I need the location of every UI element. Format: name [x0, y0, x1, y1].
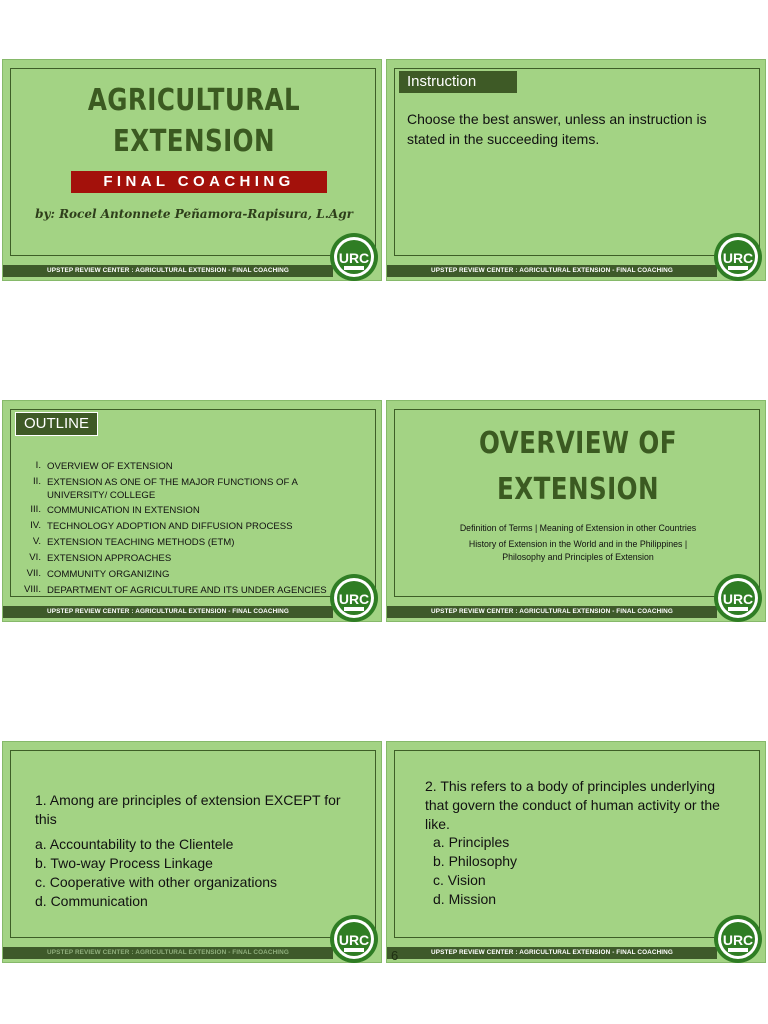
outline-item: VI. EXTENSION APPROACHES — [29, 552, 172, 564]
svg-text:URC: URC — [338, 932, 370, 948]
overview-topics-line3: Philosophy and Principles of Extension — [502, 552, 654, 562]
slide-6-question-2 — [386, 741, 766, 963]
answer-option: d. Communication — [35, 893, 148, 909]
answer-option: a. Principles — [433, 834, 510, 850]
slide-frame — [394, 68, 760, 256]
outline-item: VIII. DEPARTMENT OF AGRICULTURE AND ITS UNDER AGENCIES — [23, 584, 327, 596]
urc-seal-icon — [713, 573, 763, 623]
slide-title-line2: EXTENSION — [496, 472, 660, 507]
slide-frame — [394, 750, 760, 938]
slide-5-question-1 — [2, 741, 382, 963]
slide-footer: UPSTEP REVIEW CENTER : AGRICULTURAL EXTENSION - FINAL COACHING — [3, 947, 333, 959]
svg-text:URC: URC — [338, 591, 370, 607]
slide-footer: UPSTEP REVIEW CENTER : AGRICULTURAL EXTENSION - FINAL COACHING — [3, 265, 333, 277]
answer-option: b. Philosophy — [433, 853, 518, 869]
outline-tag: OUTLINE — [15, 412, 98, 436]
urc-seal-icon — [329, 914, 379, 964]
answer-option: a. Accountability to the Clientele — [35, 836, 234, 852]
subtitle-banner: FINAL COACHING — [71, 171, 327, 193]
question-text: 2. This refers to a body of principles underlying that govern the conduct of human activity or the like. — [425, 778, 720, 832]
urc-seal-icon — [713, 914, 763, 964]
svg-text:URC: URC — [338, 250, 370, 266]
svg-text:URC: URC — [722, 250, 754, 266]
slide-frame — [10, 68, 376, 256]
slide-title-line2: EXTENSION — [112, 124, 276, 159]
answer-option: b. Two-way Process Linkage — [35, 855, 213, 871]
slide-footer: UPSTEP REVIEW CENTER : AGRICULTURAL EXTENSION - FINAL COACHING — [387, 947, 717, 959]
question-text: 1. Among are principles of extension EXCEPT for this — [35, 792, 341, 827]
slide-footer: UPSTEP REVIEW CENTER : AGRICULTURAL EXTENSION - FINAL COACHING — [387, 265, 717, 277]
slide-4-overview — [386, 400, 766, 622]
slide-frame — [394, 409, 760, 597]
overview-topics-line2: History of Extension in the World and in the Philippines | — [468, 539, 688, 549]
page-number: 6 — [391, 948, 399, 963]
answer-option: c. Vision — [433, 872, 486, 888]
instruction-text: Choose the best answer, unless an instruction is stated in the succeeding items. — [407, 111, 707, 147]
slide-3-outline — [2, 400, 382, 622]
urc-seal-icon — [329, 232, 379, 282]
instruction-tag: Instruction — [399, 71, 517, 93]
outline-item: IV. TECHNOLOGY ADOPTION AND DIFFUSION PROCESS — [30, 520, 293, 532]
answer-option: c. Cooperative with other organizations — [35, 874, 278, 890]
outline-item: I. OVERVIEW OF EXTENSION — [35, 460, 173, 472]
slide-footer: UPSTEP REVIEW CENTER : AGRICULTURAL EXTENSION - FINAL COACHING — [3, 606, 333, 618]
answer-option: d. Mission — [433, 891, 497, 907]
slide-frame — [10, 750, 376, 938]
slide-title-line1: OVERVIEW OF — [479, 426, 677, 461]
overview-topics-line1: Definition of Terms | Meaning of Extension in other Countries — [459, 523, 697, 533]
urc-seal-icon — [713, 232, 763, 282]
urc-seal-icon — [329, 573, 379, 623]
outline-item: V. EXTENSION TEACHING METHODS (ETM) — [32, 536, 235, 548]
slide-2-instruction — [386, 59, 766, 281]
slide-title-line1: AGRICULTURAL — [87, 83, 301, 118]
svg-text:URC: URC — [722, 591, 754, 607]
outline-item: VII. COMMUNITY ORGANIZING — [26, 568, 170, 580]
outline-item: II. EXTENSION AS ONE OF THE MAJOR FUNCTIONS OF A UNIVERSITY/ COLLEGE — [33, 476, 298, 501]
outline-list — [13, 458, 337, 598]
svg-text:URC: URC — [722, 932, 754, 948]
author-line: by: Rocel Antonnete Peñamora-Rapisura, L.Agr — [35, 207, 353, 221]
slide-footer: UPSTEP REVIEW CENTER : AGRICULTURAL EXTENSION - FINAL COACHING — [387, 606, 717, 618]
slide-1-title — [2, 59, 382, 281]
slide-frame — [10, 409, 376, 597]
outline-item: III. COMMUNICATION IN EXTENSION — [30, 504, 200, 516]
